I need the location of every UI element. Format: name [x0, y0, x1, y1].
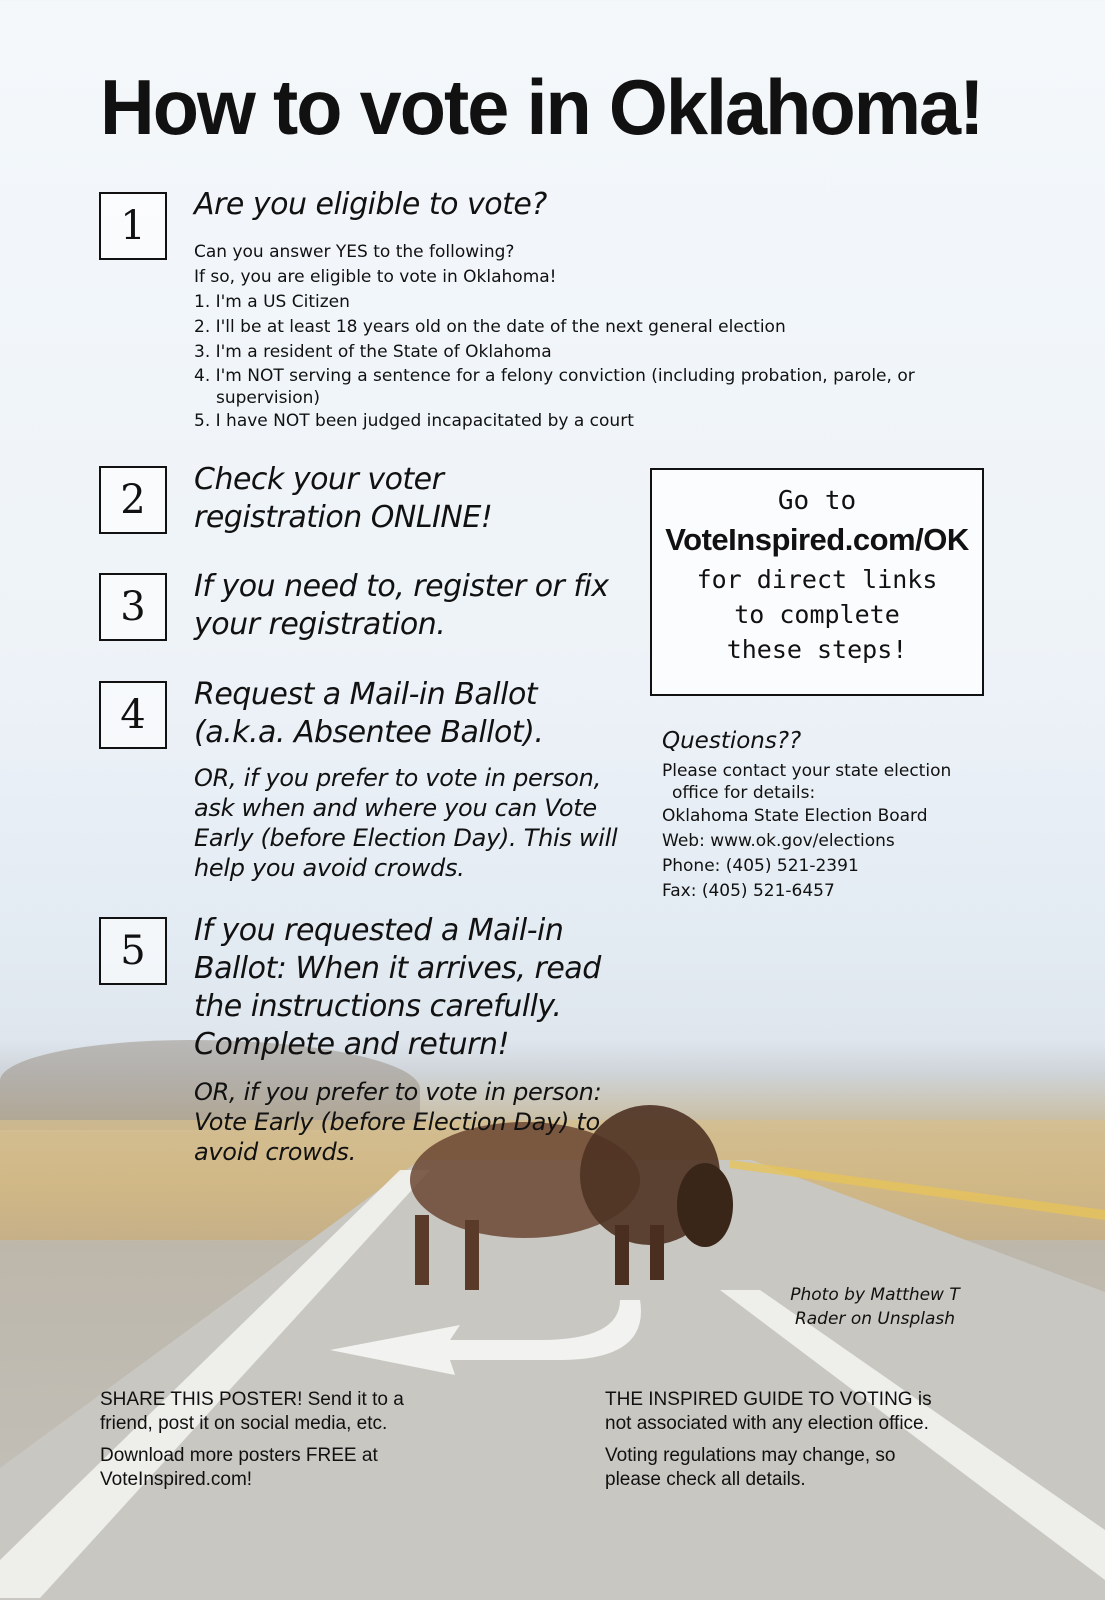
eligibility-item: 3. I'm a resident of the State of Oklahoma [194, 342, 552, 362]
footer-left [100, 1388, 404, 1500]
footer-right [605, 1388, 932, 1500]
contact-web[interactable]: Web: www.ok.gov/elections [662, 831, 895, 851]
heading-line: Check your voter [194, 462, 444, 497]
step-3-heading [194, 568, 609, 644]
credit-line: Photo by Matthew T [790, 1285, 960, 1305]
sub-line: ask when and where you can Vote [194, 794, 597, 822]
step-5-alternative [194, 1077, 601, 1167]
eligibility-list [194, 240, 915, 434]
footer-line: Download more posters FREE at [100, 1445, 378, 1466]
step-5-heading [194, 912, 601, 1064]
footer-line: THE INSPIRED GUIDE TO VOTING is [605, 1389, 932, 1410]
sub-line: OR, if you prefer to vote in person: [194, 1078, 602, 1106]
arrow-marking [330, 1300, 641, 1375]
contact-line: office for details: [672, 783, 816, 803]
photo-credit [760, 1283, 990, 1331]
contact-line: Please contact your state election [662, 761, 952, 781]
step-number-4: 4 [99, 681, 167, 749]
step-2-heading [194, 461, 492, 537]
credit-line: Rader on Unsplash [794, 1309, 956, 1329]
eligibility-item: 4. I'm NOT serving a sentence for a felony conviction (including probation, parole, or [194, 366, 915, 386]
heading-line: If you need to, register or fix [194, 569, 609, 604]
heading-line: Ballot: When it arrives, read [194, 951, 601, 986]
step-number-5: 5 [99, 917, 167, 985]
callout-line: for direct links [696, 565, 938, 594]
sub-line: OR, if you prefer to vote in person, [194, 764, 601, 792]
footer-line: SHARE THIS POSTER! Send it to a [100, 1389, 404, 1410]
questions-section [662, 728, 951, 904]
callout-url[interactable]: VoteInspired.com/OK [665, 522, 969, 557]
sub-line: Early (before Election Day). This will [194, 824, 618, 852]
heading-line: the instructions carefully. [194, 989, 562, 1024]
step-4-heading [194, 676, 543, 752]
website-callout [650, 468, 984, 696]
eligibility-item: 1. I'm a US Citizen [194, 292, 350, 312]
questions-heading: Questions?? [662, 728, 802, 754]
callout-intro: Go to [777, 486, 857, 516]
step-number-2: 2 [99, 466, 167, 534]
contact-phone: Phone: (405) 521-2391 [662, 856, 859, 876]
footer-line: not associated with any election office. [605, 1413, 929, 1434]
callout-line: to complete [734, 600, 900, 629]
step-4-alternative [194, 763, 617, 883]
eligibility-item: 5. I have NOT been judged incapacitated by a court [194, 411, 634, 431]
sub-line: Vote Early (before Election Day) to [194, 1108, 600, 1136]
eligibility-item-cont: supervision) [216, 388, 321, 408]
footer-line: friend, post it on social media, etc. [100, 1413, 388, 1434]
eligibility-item: 2. I'll be at least 18 years old on the date of the next general election [194, 317, 786, 337]
sub-line: help you avoid crowds. [194, 854, 465, 882]
heading-line: If you requested a Mail-in [194, 913, 564, 948]
callout-line: these steps! [726, 635, 908, 664]
eligibility-intro-2: If so, you are eligible to vote in Oklahoma! [194, 267, 557, 287]
heading-line: your registration. [194, 607, 446, 642]
footer-line: Voting regulations may change, so [605, 1445, 896, 1466]
footer-link[interactable]: VoteInspired.com! [100, 1469, 253, 1490]
heading-line: registration ONLINE! [194, 500, 493, 535]
heading-line: Request a Mail-in Ballot [194, 677, 538, 712]
step-number-3: 3 [99, 573, 167, 641]
page-title: How to vote in Oklahoma! [100, 63, 983, 151]
contact-line: Oklahoma State Election Board [662, 806, 928, 826]
sub-line: avoid crowds. [194, 1138, 356, 1166]
eligibility-intro: Can you answer YES to the following? [194, 242, 515, 262]
heading-line: (a.k.a. Absentee Ballot). [194, 715, 544, 750]
step-1-heading: Are you eligible to vote? [194, 187, 547, 222]
contact-fax: Fax: (405) 521-6457 [662, 881, 835, 901]
step-number-1: 1 [99, 192, 167, 260]
footer-line: please check all details. [605, 1469, 806, 1490]
heading-line: Complete and return! [194, 1027, 510, 1062]
